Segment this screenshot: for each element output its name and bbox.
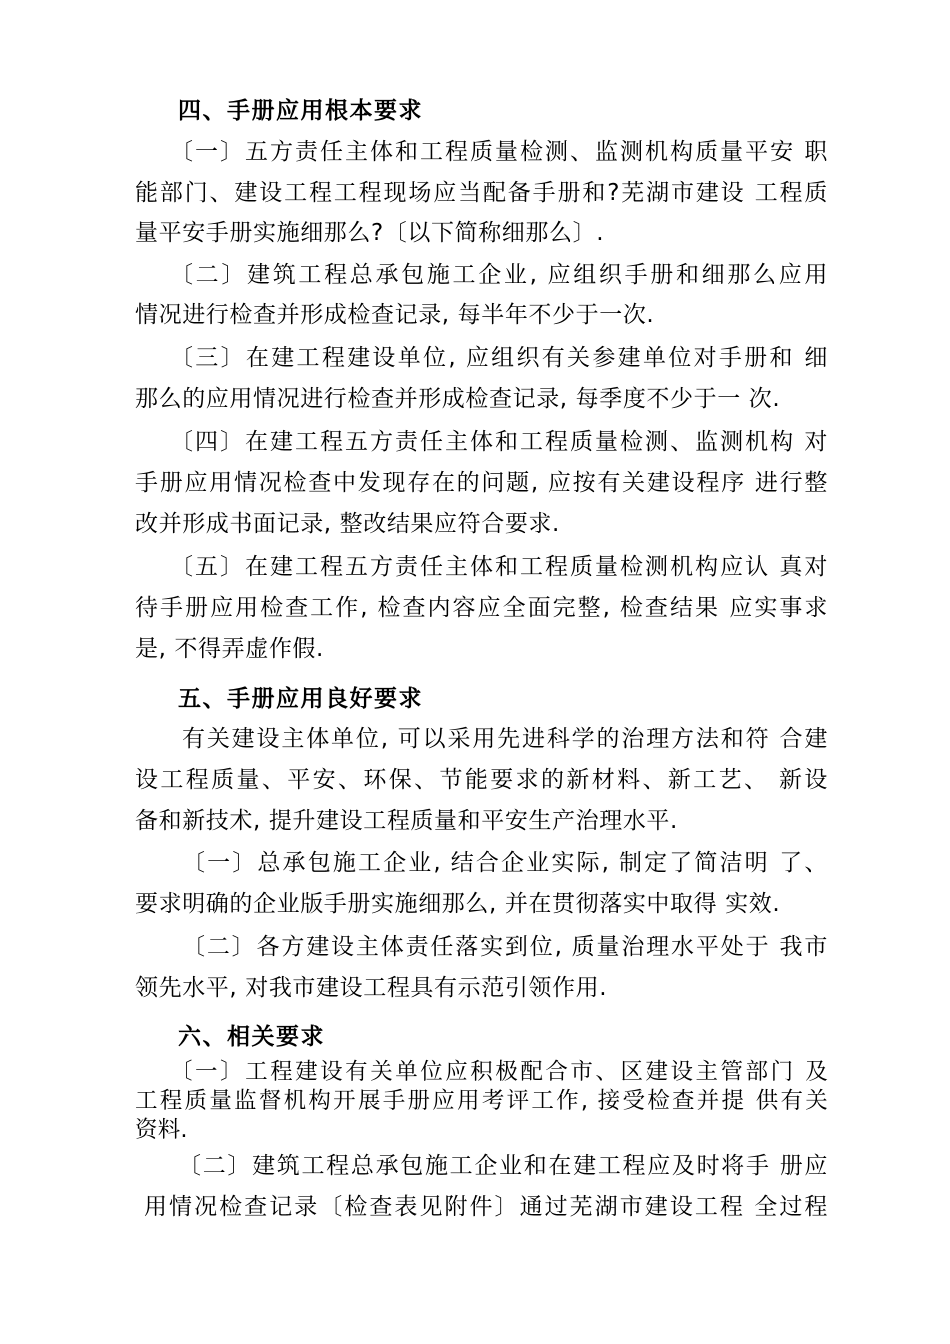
section-4-p4-line1: 〔四〕在建工程五方责任主体和工程质量检测、监测机构 对	[170, 429, 828, 455]
section-6-p1-line3: 资料.	[135, 1117, 188, 1143]
section-4-p5-line2: 待手册应用检查工作, 检查内容应全面完整, 检查结果 应实事求	[135, 595, 828, 621]
section-5-intro-line3: 备和新技术, 提升建设工程质量和平安生产治理水平.	[135, 808, 678, 834]
section-6-p2-line2: 用情况检查记录〔检查表见附件〕通过芜湖市建设工程 全过程	[144, 1194, 828, 1220]
section-5-intro-line2: 设工程质量、平安、环保、节能要求的新材料、新工艺、 新设	[135, 767, 828, 793]
section-6-p2-line1: 〔二〕建筑工程总承包施工企业和在建工程应及时将手 册应	[178, 1153, 828, 1179]
section-4-p1-line2: 能部门、建设工程工程现场应当配备手册和?芜湖市建设 工程质	[135, 180, 828, 206]
section-6-p1-line1: 〔一〕工程建设有关单位应积极配合市、区建设主管部门 及	[170, 1059, 828, 1085]
section-6-heading: 六、相关要求	[178, 1024, 325, 1050]
section-4-p1-line1: 〔一〕五方责任主体和工程质量检测、监测机构质量平安 职	[170, 139, 828, 165]
section-4-p2-line2: 情况进行检查并形成检查记录, 每半年不少于一次.	[135, 302, 655, 328]
section-5-p2-line1: 〔二〕各方建设主体责任落实到位, 质量治理水平处于 我市	[182, 934, 828, 960]
section-5-p1-line2: 要求明确的企业版手册实施细那么, 并在贯彻落实中取得 实效.	[135, 891, 781, 917]
section-5-intro-line1: 有关建设主体单位, 可以采用先进科学的治理方法和符 合建	[182, 726, 828, 752]
section-4-p4-line2: 手册应用情况检查中发现存在的问题, 应按有关建设程序 进行整	[135, 470, 828, 496]
section-4-p5-line3: 是, 不得弄虚作假.	[135, 636, 324, 662]
section-4-p3-line2: 那么的应用情况进行检查并形成检查记录, 每季度不少于一 次.	[135, 386, 781, 412]
section-5-p1-line1: 〔一〕总承包施工企业, 结合企业实际, 制定了简洁明 了、	[182, 850, 828, 876]
section-4-p4-line3: 改并形成书面记录, 整改结果应符合要求.	[135, 511, 560, 537]
section-4-heading: 四、手册应用根本要求	[178, 98, 423, 124]
section-5-heading: 五、手册应用良好要求	[178, 686, 423, 712]
section-4-p1-line3: 量平安手册实施细那么?〔以下简称细那么〕.	[135, 220, 605, 246]
section-4-p3-line1: 〔三〕在建工程建设单位, 应组织有关参建单位对手册和 细	[170, 345, 828, 371]
section-4-p2-line1: 〔二〕建筑工程总承包施工企业, 应组织手册和细那么应用	[170, 262, 828, 288]
section-4-p5-line1: 〔五〕在建工程五方责任主体和工程质量检测机构应认 真对	[170, 554, 828, 580]
section-6-p1-line2: 工程质量监督机构开展手册应用考评工作, 接受检查并提 供有关	[135, 1088, 828, 1114]
section-5-p2-line2: 领先水平, 对我市建设工程具有示范引领作用.	[135, 975, 608, 1001]
